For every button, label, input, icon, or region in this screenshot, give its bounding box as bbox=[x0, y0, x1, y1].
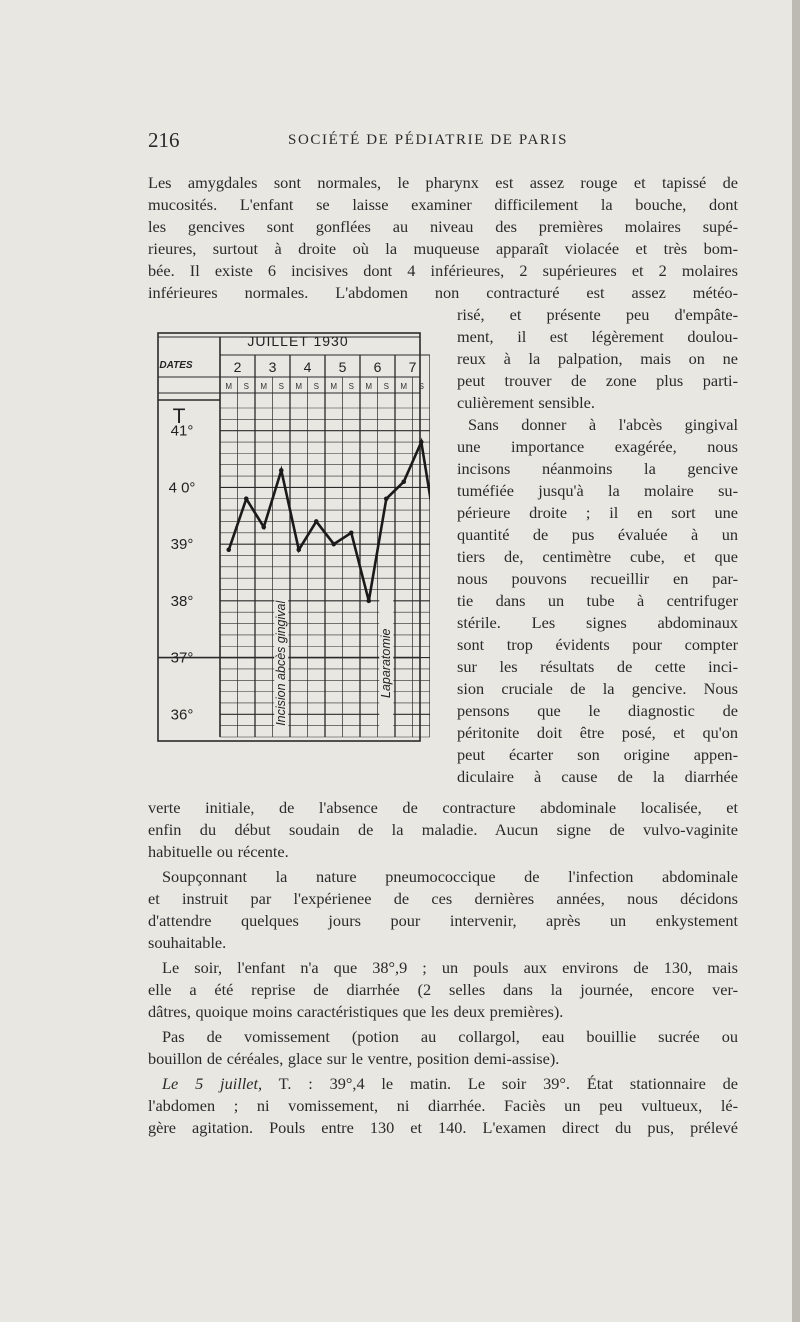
text-line: bée. Il existe 6 incisives dont 4 inférieures, 2 supérieures et 2 molaires bbox=[148, 261, 738, 280]
y-tick-label: 38° bbox=[170, 592, 194, 610]
running-title: SOCIÉTÉ DE PÉDIATRIE DE PARIS bbox=[288, 132, 569, 148]
temperature-point bbox=[419, 440, 424, 445]
period-label: M bbox=[365, 382, 373, 391]
side-text-line: périeure droite ; il en sort une bbox=[457, 503, 738, 522]
side-text-line: sion cruciale de la gencive. Nous bbox=[457, 679, 738, 698]
side-text-line: risé, et présente peu d'empâte- bbox=[457, 305, 738, 324]
y-axis-label: T bbox=[172, 405, 186, 428]
period-label: M bbox=[400, 382, 408, 391]
text-line: l'abdomen ; ni vomissement, ni diarrhée. Faciès un peu vultueux, lé- bbox=[148, 1096, 738, 1115]
period-label: M bbox=[330, 382, 338, 391]
temperature-point bbox=[261, 525, 266, 530]
text-line: bouillon de céréales, glace sur le ventre, position demi-assise). bbox=[148, 1049, 560, 1068]
text-line: gère agitation. Pouls entre 130 et 140. L'examen direct du pus, prélevé bbox=[148, 1118, 738, 1137]
side-text-line: quantité de pus évaluée à un bbox=[457, 525, 738, 544]
text-line: dâtres, quoique moins caractéristiques que les deux premières). bbox=[148, 1002, 564, 1021]
text-line: enfin du début soudain de la maladie. Aucun signe de vulvo-vaginite bbox=[148, 820, 738, 839]
text-line: les gencives sont gonflées au niveau des premières molaires supé- bbox=[148, 217, 738, 236]
temperature-point bbox=[296, 548, 301, 553]
text-segment: T. : 39°,4 le matin. Le soir 39°. État stationnaire de bbox=[262, 1074, 738, 1093]
text-line: Le soir, l'enfant n'a que 38°,9 ; un pouls aux environs de 130, mais bbox=[162, 958, 738, 977]
side-text-line: nous pouvons recueillir en par- bbox=[457, 569, 738, 588]
temperature-point bbox=[331, 542, 336, 547]
temperature-point bbox=[384, 496, 389, 501]
temperature-point bbox=[366, 599, 371, 604]
temperature-point bbox=[244, 496, 249, 501]
side-text-line: reux à la palpation, mais on ne bbox=[457, 349, 738, 368]
period-label: S bbox=[243, 382, 249, 391]
temperature-point bbox=[279, 468, 284, 473]
side-text-line: péritonite doit être posé, et qu'on bbox=[457, 723, 738, 742]
period-label: S bbox=[418, 382, 424, 391]
text-line: souhaitable. bbox=[148, 933, 227, 952]
date-label: 7 bbox=[408, 359, 417, 375]
date-label: 4 bbox=[303, 359, 312, 375]
side-text-line: ment, il est légèrement doulou- bbox=[457, 327, 738, 346]
date-label: Le 5 juillet, bbox=[162, 1074, 263, 1093]
y-tick-labels bbox=[169, 423, 196, 724]
text-line: rieures, surtout à droite où la muqueuse apparaît violacée et très bom- bbox=[148, 239, 738, 258]
text-line: verte initiale, de l'absence de contracture abdominale localisée, et bbox=[148, 798, 738, 817]
temperature-point bbox=[314, 519, 319, 524]
date-label: 3 bbox=[268, 359, 277, 375]
dates-row-label: DATES bbox=[159, 360, 193, 371]
date-label: 6 bbox=[373, 359, 382, 375]
text-line bbox=[162, 1073, 738, 1095]
side-text-line: tuméfiée jusqu'à la molaire su- bbox=[457, 481, 738, 500]
y-tick-label: 36° bbox=[170, 706, 194, 724]
annotation-label: Laparatomie bbox=[379, 628, 394, 699]
period-label: S bbox=[278, 382, 284, 391]
page-header bbox=[148, 128, 738, 156]
chart-title: JUILLET 1930 bbox=[247, 333, 349, 349]
side-text-line: tiers de, centimètre cube, et que bbox=[457, 547, 738, 566]
y-tick-label: 37° bbox=[170, 649, 194, 667]
page-number: 216 bbox=[148, 128, 180, 152]
period-labels bbox=[225, 382, 430, 391]
temperature-chart bbox=[148, 325, 430, 750]
temperature-point bbox=[349, 530, 354, 535]
period-label: M bbox=[225, 382, 233, 391]
side-text-line: sur les résultats de cette inci- bbox=[457, 657, 738, 676]
text-line: habituelle ou récente. bbox=[148, 842, 289, 861]
text-line: et instruit par l'expérienee de ces dernières années, nous décidons bbox=[148, 889, 738, 908]
y-tick-label: 4 0° bbox=[168, 479, 196, 497]
period-label: S bbox=[383, 382, 389, 391]
date-label: 2 bbox=[233, 359, 242, 375]
side-text-line: diculaire à cause de la diarrhée bbox=[457, 767, 738, 786]
date-labels bbox=[234, 359, 430, 375]
side-text-line: incisons néanmoins la gencive bbox=[457, 459, 738, 478]
side-text-line: tie dans un tube à centrifuger bbox=[457, 591, 738, 610]
side-text-line: une importance exagérée, nous bbox=[457, 437, 738, 456]
text-line: elle a été reprise de diarrhée (2 selles dans la journée, encore ver- bbox=[148, 980, 738, 999]
text-line: inférieures normales. L'abdomen non contracturé est assez météo- bbox=[148, 283, 738, 302]
side-text-line: peut écarter son origine appen- bbox=[457, 745, 738, 764]
temperature-point bbox=[401, 479, 406, 484]
period-label: M bbox=[295, 382, 303, 391]
temperature-chart-svg bbox=[148, 325, 430, 750]
temperature-point bbox=[226, 548, 231, 553]
period-label: S bbox=[313, 382, 319, 391]
page-edge bbox=[792, 0, 800, 1322]
side-text-line: pensons que le diagnostic de bbox=[457, 701, 738, 720]
date-label: 5 bbox=[338, 359, 347, 375]
text-line: Les amygdales sont normales, le pharynx est assez rouge et tapissé de bbox=[148, 173, 738, 192]
side-text-line: culièrement sensible. bbox=[457, 393, 595, 412]
y-tick-label: 39° bbox=[170, 536, 194, 554]
side-text-line: Sans donner à l'abcès gingival bbox=[468, 415, 738, 434]
text-line: Pas de vomissement (potion au collargol, eau bouillie sucrée ou bbox=[162, 1027, 738, 1046]
text-line: mucosités. L'enfant se laisse examiner difficilement la bouche, dont bbox=[148, 195, 738, 214]
chart-annotations bbox=[274, 593, 393, 733]
text-line: Soupçonnant la nature pneumococcique de l'infection abdominale bbox=[162, 867, 738, 886]
period-label: M bbox=[260, 382, 268, 391]
side-text-line: peut trouver de zone plus parti- bbox=[457, 371, 738, 390]
annotation-label: Incision abcès gingival bbox=[274, 600, 289, 726]
side-text-line: sont trop évidents pour compter bbox=[457, 635, 738, 654]
side-text-line: stérile. Les signes abdominaux bbox=[457, 613, 738, 632]
period-label: S bbox=[348, 382, 354, 391]
y-tick-label: 41° bbox=[170, 422, 194, 440]
text-line: d'attendre quelques jours pour intervenir, après un enkystement bbox=[148, 911, 738, 930]
